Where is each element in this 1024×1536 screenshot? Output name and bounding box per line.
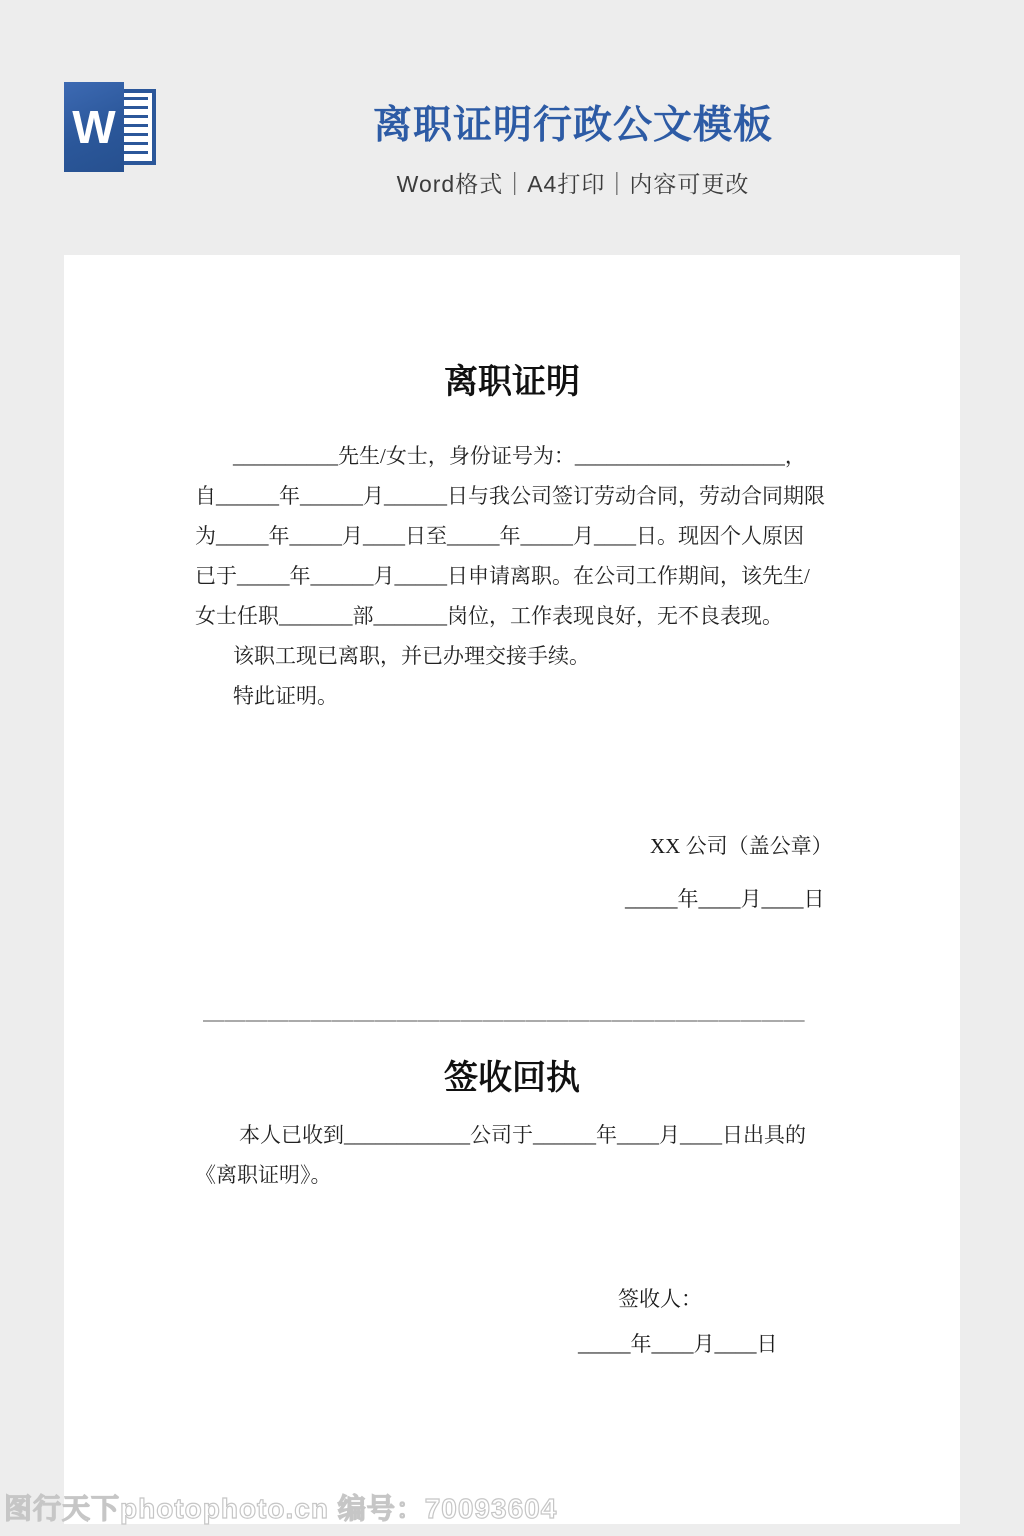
certificate-title: 离职证明 — [444, 364, 580, 401]
company-signature-date: _____年____月____日 — [625, 887, 825, 911]
template-title: 离职证明行政公文模板 — [372, 104, 773, 147]
receipt-line: 本人已收到____________公司于______年____月____日出具的 — [239, 1123, 806, 1147]
word-letter: W — [72, 101, 116, 153]
receipt-line: 《离职证明》。 — [195, 1163, 332, 1187]
certificate-paragraph: 特此证明。 — [233, 684, 338, 708]
word-w-badge-icon — [64, 82, 124, 172]
certificate-line: 自______年______月______日与我公司签订劳动合同，劳动合同期限 — [195, 484, 825, 508]
section-divider: ———————————————————————————— — [203, 1007, 805, 1031]
receipt-body — [195, 1115, 829, 1195]
certificate-paragraph: 该职工现已离职，并已办理交接手续。 — [233, 644, 590, 668]
signer-label: 签收人： — [618, 1287, 702, 1311]
preview-header — [0, 0, 1024, 255]
receipt-title: 签收回执 — [444, 1060, 580, 1097]
document-page — [64, 255, 960, 1524]
company-signature: XX 公司（盖公章） — [650, 834, 833, 858]
certificate-body — [195, 436, 829, 716]
word-doc-lines-icon — [124, 97, 148, 157]
certificate-line: 女士任职_______部_______岗位，工作表现良好，无不良表现。 — [195, 604, 783, 628]
word-logo-icon — [64, 82, 156, 172]
certificate-line: __________先生/女士，身份证号为：____________________， — [233, 444, 806, 468]
certificate-line: 已于_____年______月_____日申请离职。在公司工作期间，该先生/ — [195, 564, 810, 588]
certificate-line: 为_____年_____月____日至_____年_____月____日。现因个人原因 — [195, 524, 804, 548]
watermark-text: 图行天下photophoto.cn 编号：70093604 — [4, 1493, 558, 1524]
signer-date: _____年____月____日 — [578, 1332, 778, 1356]
template-subtitle: Word格式｜A4打印｜内容可更改 — [396, 171, 750, 197]
